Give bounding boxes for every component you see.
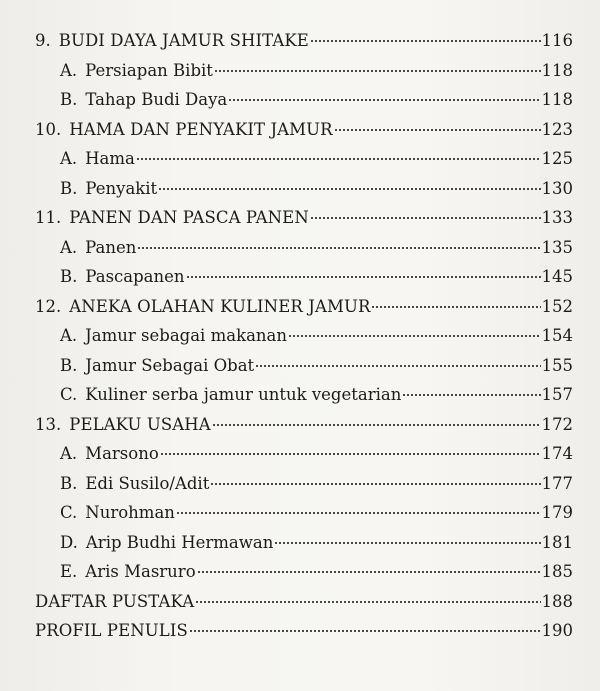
toc-entry-title: PANEN DAN PASCA PANEN (69, 208, 309, 227)
toc-chapter-entry (35, 113, 573, 141)
toc-entry-number: B. (60, 355, 78, 375)
toc-section-entry (60, 437, 573, 465)
dot-leader (334, 113, 541, 135)
toc-chapter-entry (35, 201, 573, 229)
toc-entry-number: 11. (35, 208, 62, 227)
toc-page-number: 152 (541, 296, 573, 316)
dot-leader (371, 290, 540, 312)
toc-entry-number: 10. (35, 119, 62, 139)
toc-entry-number: A. (60, 444, 78, 463)
toc-page-number: 181 (541, 532, 573, 552)
toc-entry-number: B. (60, 90, 78, 109)
toc-entry-number: 9. (35, 31, 51, 50)
dot-leader (255, 349, 540, 371)
toc-page-number: 172 (541, 414, 573, 434)
toc-section-entry (60, 467, 573, 495)
toc-entry-number: 12. (35, 296, 62, 316)
toc-chapter-entry (35, 585, 573, 613)
dot-leader (310, 24, 541, 46)
toc-section-entry (60, 526, 573, 554)
toc-entry-title: BUDI DAYA JAMUR SHITAKE (58, 31, 309, 50)
toc-chapter-entry (35, 408, 573, 436)
toc-section-entry (60, 142, 573, 170)
toc-page-number: 125 (541, 149, 573, 168)
toc-section-entry (60, 172, 573, 200)
toc-entry-number: B. (60, 267, 78, 286)
toc-page-number: 185 (541, 562, 573, 581)
toc-page-number: 123 (541, 119, 573, 139)
dot-leader (228, 83, 540, 105)
dot-leader (160, 437, 541, 459)
toc-page-number: 177 (541, 473, 573, 493)
toc-entry-title: PROFIL PENULIS (35, 621, 188, 640)
toc-entry-title: PELAKU USAHA (69, 414, 211, 434)
dot-leader (197, 555, 541, 577)
toc-entry-number: A. (60, 149, 78, 168)
dot-leader (288, 319, 541, 341)
dot-leader (186, 260, 541, 282)
dot-leader (310, 201, 541, 223)
toc-page-number: 155 (541, 355, 573, 375)
dot-leader (189, 614, 541, 636)
toc-section-entry (60, 54, 573, 82)
dot-leader (214, 54, 541, 76)
toc-entry-title: Hama (85, 149, 135, 168)
dot-leader (158, 172, 540, 194)
toc-section-entry (60, 83, 573, 111)
toc-entry-number: B. (60, 178, 78, 198)
dot-leader (195, 585, 540, 607)
toc-chapter-entry (35, 24, 573, 52)
dot-leader (176, 496, 541, 518)
toc-entry-number: C. (60, 503, 78, 522)
dot-leader (136, 142, 541, 164)
toc-entry-title: Nurohman (85, 503, 175, 522)
toc-entry-number: E. (60, 562, 78, 581)
toc-page-number: 133 (541, 208, 573, 227)
toc-page-number: 145 (541, 267, 573, 286)
toc-page-number: 179 (541, 503, 573, 522)
toc-page-number: 157 (541, 385, 573, 404)
toc-page-number: 190 (541, 621, 573, 640)
toc-chapter-entry (35, 290, 573, 318)
toc-page-number: 118 (541, 90, 573, 109)
toc-entry-title: Penyakit (85, 178, 158, 198)
toc-entry-number: A. (60, 60, 78, 80)
toc-entry-title: Jamur Sebagai Obat (85, 355, 255, 375)
toc-page-number: 116 (541, 31, 573, 50)
toc-entry-title: Tahap Budi Daya (85, 90, 228, 109)
toc-page-number: 154 (541, 326, 573, 345)
toc-section-entry (60, 231, 573, 259)
toc-entry-title: Pascapanen (85, 267, 185, 286)
toc-entry-title: Aris Masruro (85, 562, 196, 581)
toc-page-number: 174 (541, 444, 573, 463)
toc-section-entry (60, 319, 573, 347)
toc-entry-title: Kuliner serba jamur untuk vegetarian (85, 385, 402, 404)
toc-entry-title: Arip Budhi Hermawan (85, 532, 274, 552)
toc-entry-number: A. (60, 326, 78, 345)
toc-entry-title: Marsono (85, 444, 159, 463)
toc-entry-title: Panen (85, 237, 137, 257)
toc-chapter-entry (35, 614, 573, 642)
toc-entry-number: B. (60, 473, 78, 493)
toc-entry-title: DAFTAR PUSTAKA (35, 591, 195, 611)
dot-leader (137, 231, 540, 253)
dot-leader (210, 467, 540, 489)
dot-leader (274, 526, 540, 548)
toc-entry-number: 13. (35, 414, 62, 434)
toc-page-number: 130 (541, 178, 573, 198)
toc-entry-number: C. (60, 385, 78, 404)
toc-entry-number: A. (60, 237, 78, 257)
toc-page-number: 135 (541, 237, 573, 257)
toc-entry-title: Jamur sebagai makanan (85, 326, 287, 345)
toc-entry-number: D. (60, 532, 78, 552)
dot-leader (212, 408, 541, 430)
toc-entry-title: Edi Susilo/Adit (85, 473, 210, 493)
dot-leader (402, 378, 540, 400)
toc-section-entry (60, 349, 573, 377)
toc-section-entry (60, 496, 573, 524)
toc-entry-title: HAMA DAN PENYAKIT JAMUR (69, 119, 333, 139)
toc-page-number: 188 (541, 591, 573, 611)
toc-section-entry (60, 260, 573, 288)
toc-entry-title: Persiapan Bibit (85, 60, 213, 80)
toc-page-number: 118 (541, 60, 573, 80)
toc-section-entry (60, 555, 573, 583)
toc-entry-title: ANEKA OLAHAN KULINER JAMUR (69, 296, 371, 316)
toc-section-entry (60, 378, 573, 406)
